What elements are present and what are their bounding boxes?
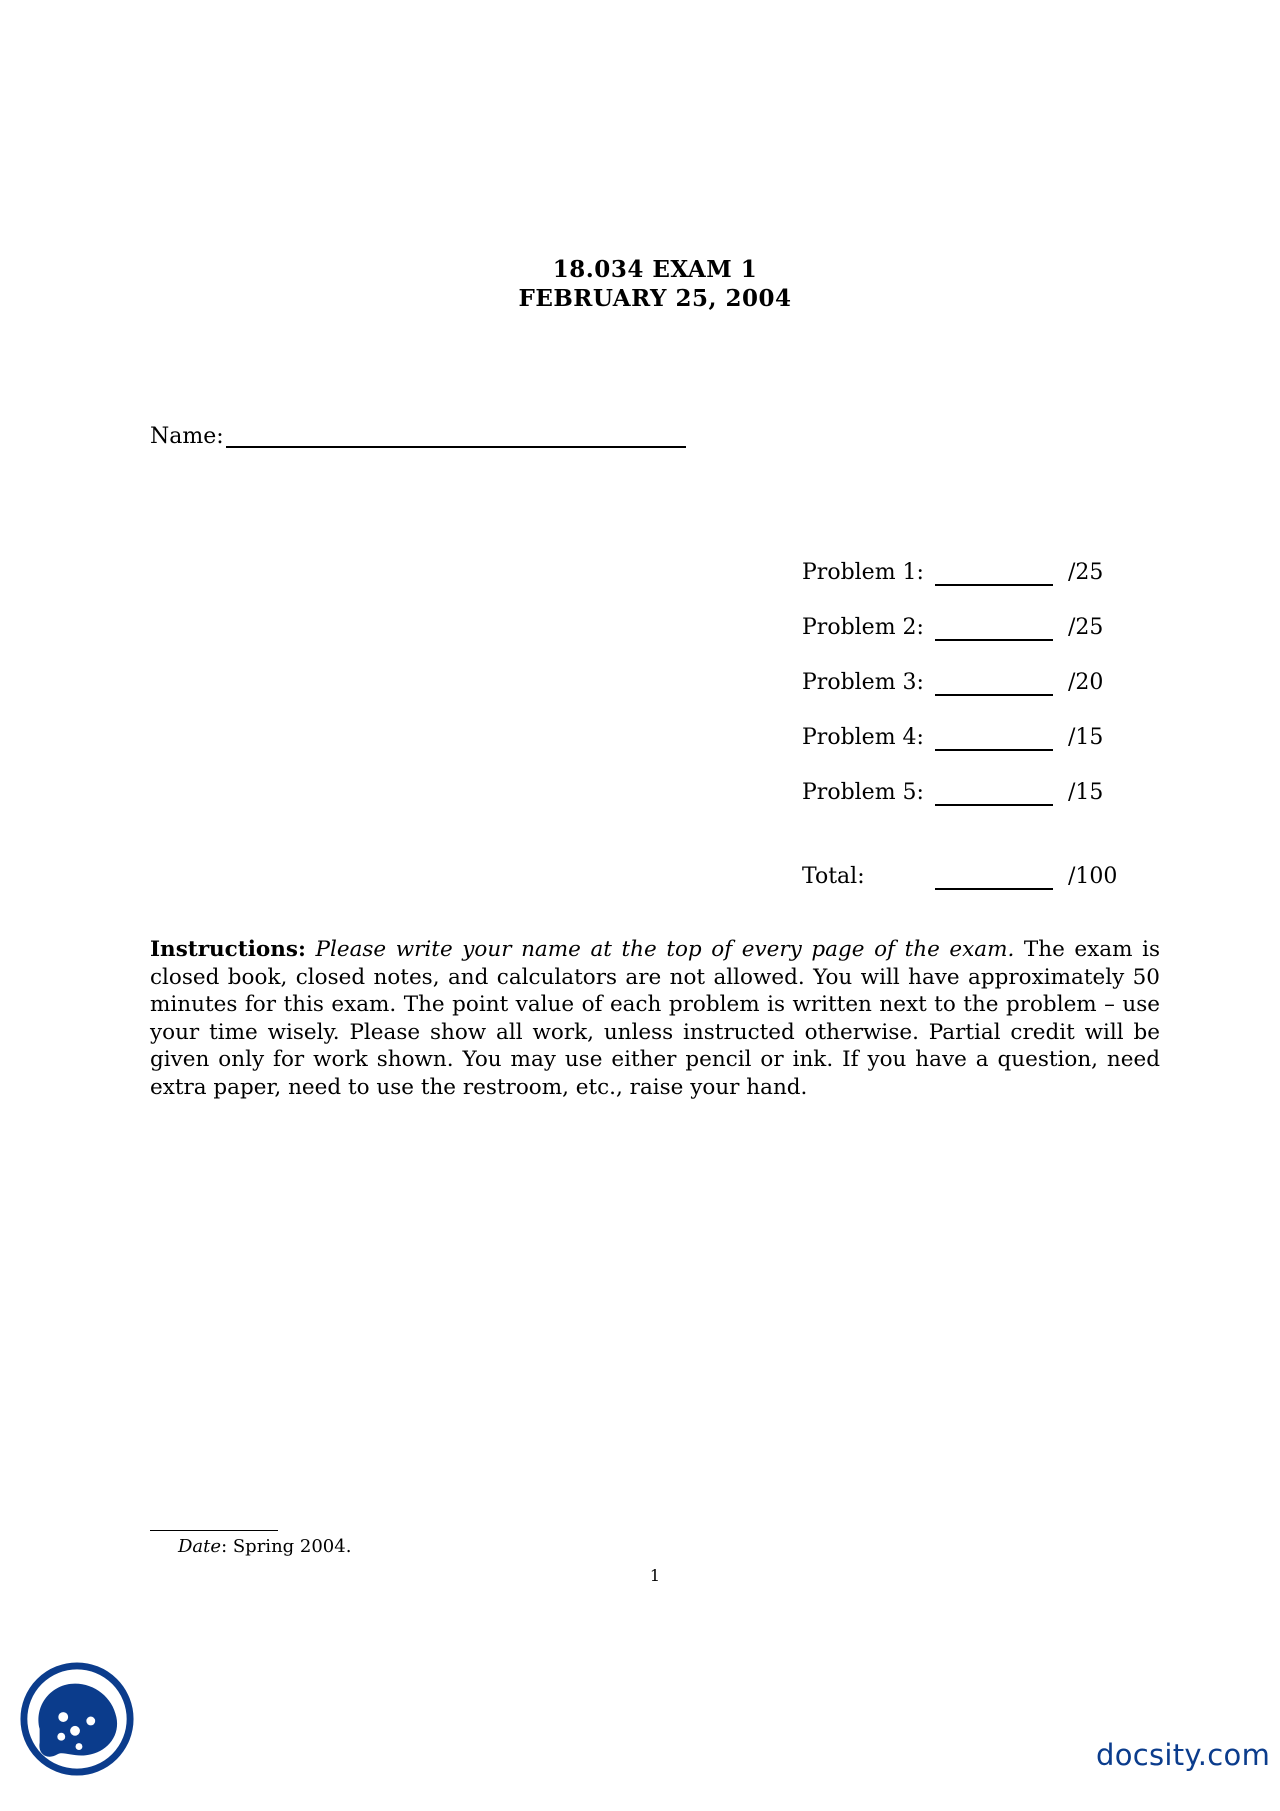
score-label: Problem 4: <box>802 725 924 750</box>
score-row-problem-2 <box>802 615 1142 645</box>
score-row-total <box>802 864 1142 894</box>
page-number: 1 <box>649 1566 661 1585</box>
score-blank[interactable] <box>935 639 1053 641</box>
score-max: /15 <box>1068 725 1104 750</box>
score-blank[interactable] <box>935 749 1053 751</box>
score-blank[interactable] <box>935 584 1053 586</box>
instructions-emphasis: Please write your name at the top of every page of the exam. <box>315 937 1015 962</box>
docsity-logo-icon <box>18 1660 136 1778</box>
score-blank[interactable] <box>935 804 1053 806</box>
score-label: Problem 1: <box>802 560 924 585</box>
score-row-problem-1 <box>802 560 1142 590</box>
total-label: Total: <box>802 864 865 889</box>
score-row-problem-3 <box>802 670 1142 700</box>
instructions-body: The exam is closed book, closed notes, and calculators are not allowed. You will have approximately 50 minutes for this exam. The point value of each problem is written next to the problem – use your time wisely. Please show all work, unless instructed otherwise. Partial credit will be given only for work shown. You may use either pencil or ink. If you have a question, need extra paper, need to use the restroom, etc., raise your hand. <box>150 937 1160 1100</box>
total-max: /100 <box>1068 864 1118 889</box>
name-blank[interactable] <box>226 446 686 448</box>
instructions-paragraph <box>150 936 1160 1101</box>
docsity-brand-text[interactable]: docsity.com <box>1096 1738 1271 1772</box>
score-max: /25 <box>1068 560 1104 585</box>
score-row-problem-5 <box>802 780 1142 810</box>
footnote <box>178 1536 351 1557</box>
instructions-label: Instructions: <box>150 937 306 962</box>
score-blank[interactable] <box>935 694 1053 696</box>
footnote-text: : Spring 2004. <box>221 1536 352 1557</box>
exam-title: 18.034 EXAM 1 <box>552 256 758 283</box>
footnote-rule <box>150 1530 278 1531</box>
footnote-label: Date <box>178 1536 222 1557</box>
exam-date: FEBRUARY 25, 2004 <box>518 285 792 312</box>
total-blank[interactable] <box>935 888 1053 890</box>
score-max: /25 <box>1068 615 1104 640</box>
score-row-problem-4 <box>802 725 1142 755</box>
name-label: Name: <box>150 424 224 449</box>
score-max: /15 <box>1068 780 1104 805</box>
score-label: Problem 3: <box>802 670 924 695</box>
score-label: Problem 2: <box>802 615 924 640</box>
score-label: Problem 5: <box>802 780 924 805</box>
score-max: /20 <box>1068 670 1104 695</box>
